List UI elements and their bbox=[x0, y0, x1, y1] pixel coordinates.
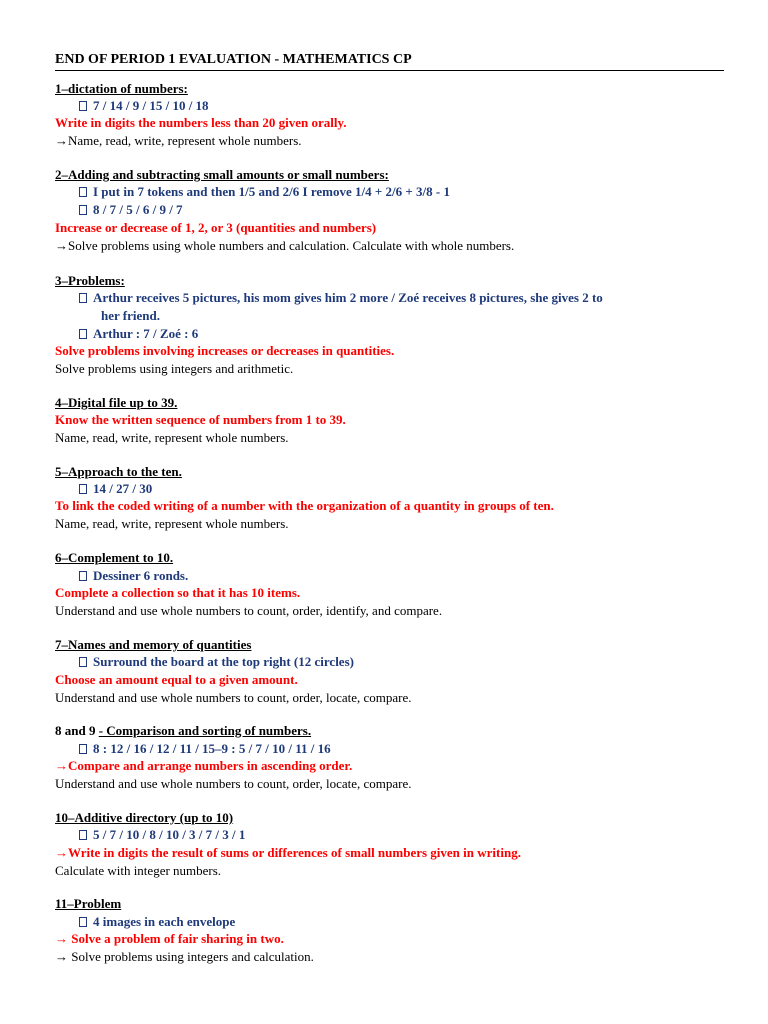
checkbox-glyph-icon bbox=[79, 571, 87, 581]
section-4-competency: Name, read, write, represent whole numbers. bbox=[55, 430, 289, 445]
section-8-9-competency: Understand and use whole numbers to count, order, locate, compare. bbox=[55, 776, 412, 791]
section-2-objective: Increase or decrease of 1, 2, or 3 (quantities and numbers) bbox=[55, 220, 377, 235]
section-3-item-continuation: her friend. bbox=[101, 308, 160, 323]
section-1-competency: →Name, read, write, represent whole numbers. bbox=[55, 133, 302, 148]
section-1-item: 7 / 14 / 9 / 15 / 10 / 18 bbox=[79, 97, 209, 114]
section-3-competency: Solve problems using integers and arithmetic. bbox=[55, 361, 294, 376]
section-8-9-objective: →Compare and arrange numbers in ascending order. bbox=[55, 758, 353, 773]
section-3-item: Arthur receives 5 pictures, his mom gives him 2 more / Zoé receives 8 pictures, she gives 2 to bbox=[79, 289, 603, 306]
section-11-item: 4 images in each envelope bbox=[79, 913, 235, 930]
section-7-objective: Choose an amount equal to a given amount. bbox=[55, 672, 298, 687]
section-1-objective: Write in digits the numbers less than 20 given orally. bbox=[55, 115, 347, 130]
checkbox-glyph-icon bbox=[79, 187, 87, 197]
checkbox-glyph-icon bbox=[79, 657, 87, 667]
checkbox-glyph-icon bbox=[79, 329, 87, 339]
section-3-item: Arthur : 7 / Zoé : 6 bbox=[79, 325, 198, 342]
checkbox-glyph-icon bbox=[79, 484, 87, 494]
section-8-9-item: 8 : 12 / 16 / 12 / 11 / 15–9 : 5 / 7 / 10 / 11 / 16 bbox=[79, 740, 331, 757]
section-5-competency: Name, read, write, represent whole numbers. bbox=[55, 516, 289, 531]
section-5-objective: To link the coded writing of a number with the organization of a quantity in groups of ten. bbox=[55, 498, 554, 513]
section-11-competency: → Solve problems using integers and calculation. bbox=[55, 949, 314, 964]
section-5-heading: 5–Approach to the ten. bbox=[55, 464, 182, 479]
checkbox-glyph-icon bbox=[79, 744, 87, 754]
section-1-heading: 1–dictation of numbers: bbox=[55, 81, 188, 96]
section-6-item: Dessiner 6 ronds. bbox=[79, 567, 188, 584]
section-11-objective: → Solve a problem of fair sharing in two. bbox=[55, 931, 284, 946]
section-6-heading: 6–Complement to 10. bbox=[55, 550, 174, 565]
document-title: END OF PERIOD 1 EVALUATION - MATHEMATICS CP bbox=[55, 52, 412, 67]
checkbox-glyph-icon bbox=[79, 293, 87, 303]
checkbox-glyph-icon bbox=[79, 101, 87, 111]
section-10-item: 5 / 7 / 10 / 8 / 10 / 3 / 7 / 3 / 1 bbox=[79, 826, 245, 843]
section-2-competency: →Solve problems using whole numbers and calculation. Calculate with whole numbers. bbox=[55, 238, 515, 253]
checkbox-glyph-icon bbox=[79, 205, 87, 215]
section-11-heading: 11–Problem bbox=[55, 896, 122, 911]
section-3-objective: Solve problems involving increases or decreases in quantities. bbox=[55, 343, 395, 358]
section-6-objective: Complete a collection so that it has 10 items. bbox=[55, 585, 301, 600]
checkbox-glyph-icon bbox=[79, 830, 87, 840]
section-10-competency: Calculate with integer numbers. bbox=[55, 863, 222, 878]
section-4-heading: 4–Digital file up to 39. bbox=[55, 395, 178, 410]
section-4-objective: Know the written sequence of numbers from 1 to 39. bbox=[55, 412, 346, 427]
title-divider bbox=[55, 70, 724, 71]
section-8-9-heading: 8 and 9 - Comparison and sorting of numbers. bbox=[55, 723, 312, 738]
section-10-heading: 10–Additive directory (up to 10) bbox=[55, 810, 234, 825]
section-5-item: 14 / 27 / 30 bbox=[79, 480, 152, 497]
section-7-item: Surround the board at the top right (12 circles) bbox=[79, 653, 354, 670]
section-7-competency: Understand and use whole numbers to count, order, locate, compare. bbox=[55, 690, 412, 705]
section-2-item: 8 / 7 / 5 / 6 / 9 / 7 bbox=[79, 201, 183, 218]
section-3-heading: 3–Problems: bbox=[55, 273, 125, 288]
section-2-item: I put in 7 tokens and then 1/5 and 2/6 I remove 1/4 + 2/6 + 3/8 - 1 bbox=[79, 183, 450, 200]
checkbox-glyph-icon bbox=[79, 917, 87, 927]
section-7-heading: 7–Names and memory of quantities bbox=[55, 637, 252, 652]
section-10-objective: →Write in digits the result of sums or differences of small numbers given in writing. bbox=[55, 845, 521, 860]
section-2-heading: 2–Adding and subtracting small amounts or small numbers: bbox=[55, 167, 389, 182]
section-6-competency: Understand and use whole numbers to count, order, identify, and compare. bbox=[55, 603, 443, 618]
